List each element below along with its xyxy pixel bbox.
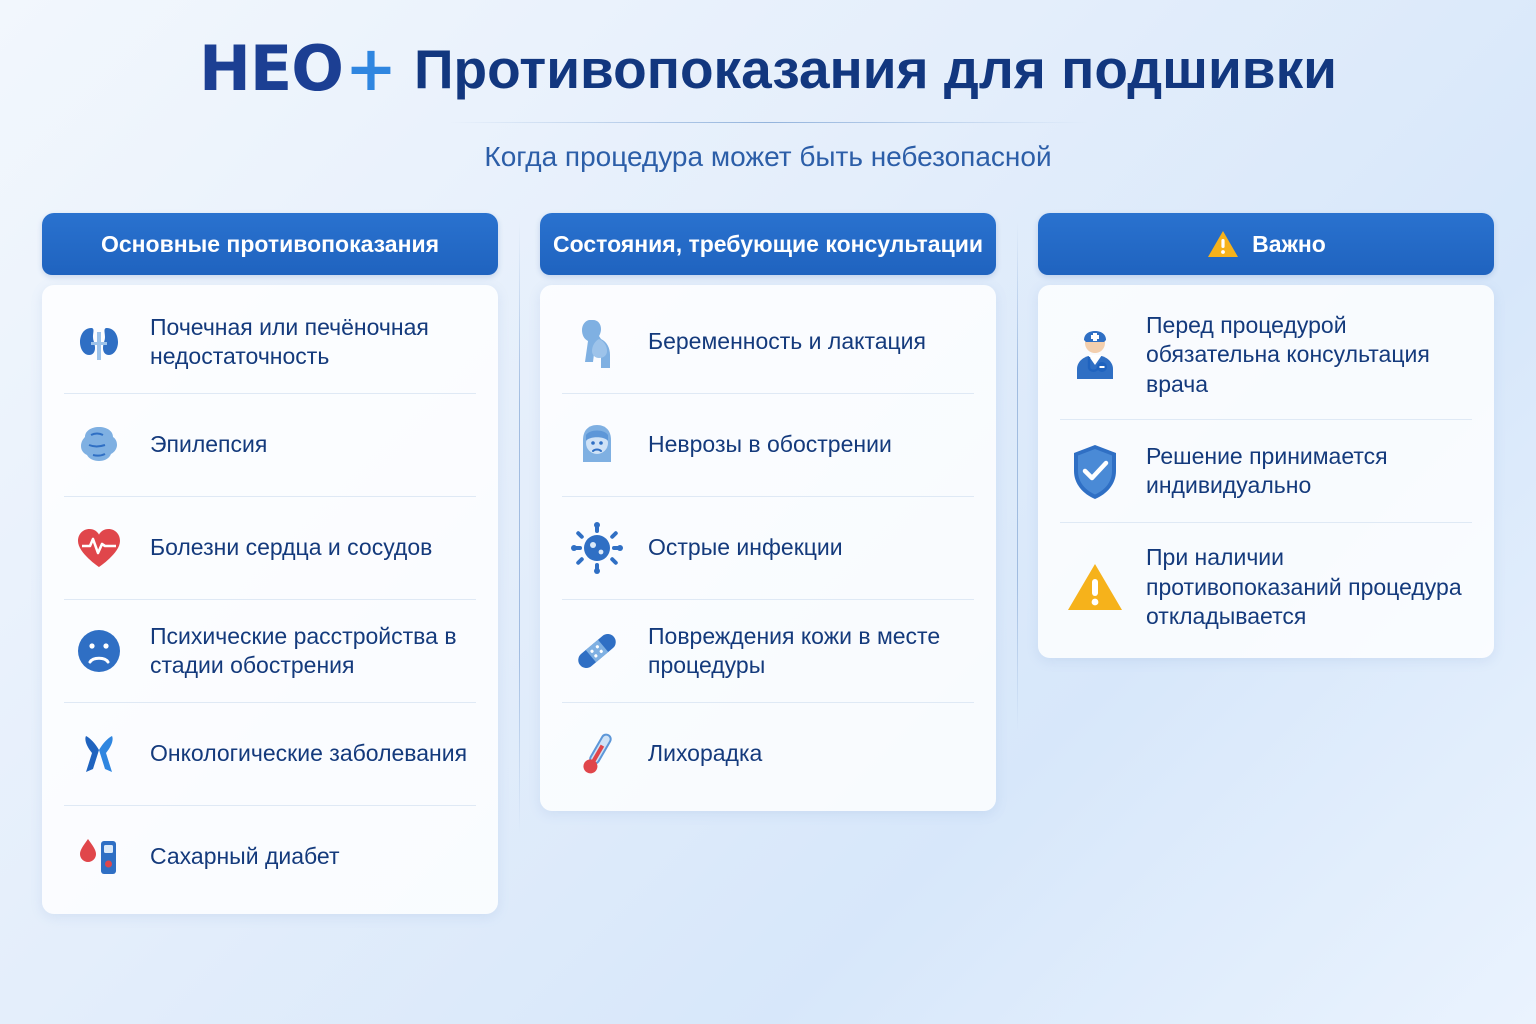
list-item [64, 600, 476, 703]
pregnant-woman-icon [566, 311, 628, 373]
columns-container [0, 173, 1536, 914]
list-item [64, 291, 476, 394]
thermometer-icon [566, 723, 628, 785]
list-item-label: Беременность и лактация [648, 328, 926, 355]
title-row [0, 32, 1536, 105]
list-item [64, 394, 476, 497]
list-item-label: Острые инфекции [648, 534, 843, 561]
column-body-important [1038, 285, 1494, 658]
list-item [562, 497, 974, 600]
bandage-icon [566, 620, 628, 682]
list-item [1060, 523, 1472, 651]
warning-triangle-icon [1206, 227, 1240, 261]
list-item-label: Психические расстройства в стадии обострения [150, 622, 457, 678]
awareness-ribbon-icon [68, 723, 130, 785]
list-item-label: Сахарный диабет [150, 843, 340, 870]
list-item [64, 703, 476, 806]
doctor-icon [1064, 324, 1126, 386]
list-item [562, 600, 974, 703]
list-item-label: Болезни сердца и сосудов [150, 534, 433, 561]
list-item-label: При наличии противопоказаний процедура откладывается [1146, 544, 1462, 630]
list-item-label: Повреждения кожи в месте процедуры [648, 622, 941, 678]
brain-icon [68, 414, 130, 476]
list-item-label: Решение принимается индивидуально [1146, 442, 1388, 499]
brand-logo [199, 32, 396, 105]
list-item [64, 806, 476, 908]
column-header-important [1038, 213, 1494, 275]
list-item-label: Онкологические заболевания [150, 740, 468, 767]
column-body-consultation [540, 285, 996, 811]
list-item-label: Лихорадка [648, 740, 763, 767]
column-body-main [42, 285, 498, 914]
list-item [562, 703, 974, 805]
header-divider [448, 122, 1088, 123]
list-item-label: Эпилепсия [150, 431, 268, 458]
brand-logo-text: HEO [199, 32, 343, 105]
page-header [0, 0, 1536, 173]
column-header-main [42, 213, 498, 275]
list-item [562, 394, 974, 497]
worried-woman-icon [566, 414, 628, 476]
column-title-main: Основные противопоказания [100, 230, 440, 257]
shield-check-icon [1064, 440, 1126, 502]
brand-logo-plus: + [344, 32, 396, 105]
column-title-consultation: Состояния, требующие консультации [552, 230, 983, 257]
list-item-label: Неврозы в обострении [648, 431, 892, 458]
column-title-important: Важно [1252, 230, 1326, 257]
warning-triangle-icon [1064, 556, 1126, 618]
list-item [1060, 420, 1472, 523]
kidneys-icon [68, 311, 130, 373]
column-main-contraindications [42, 213, 498, 914]
virus-icon [566, 517, 628, 579]
sad-face-icon [68, 620, 130, 682]
page-subtitle: Когда процедура может быть небезопасной [484, 141, 1052, 172]
heart-pulse-icon [68, 517, 130, 579]
list-item [64, 497, 476, 600]
page-title: Противопоказания для подшивки [413, 37, 1337, 100]
list-item-label: Почечная или печёночная недостаточность [150, 313, 429, 369]
list-item-label: Перед процедурой обязательна консультация врача [1146, 312, 1430, 397]
column-important [1038, 213, 1494, 658]
list-item [562, 291, 974, 394]
list-item [1060, 291, 1472, 420]
glucometer-blood-drop-icon [68, 826, 130, 888]
column-consultation-conditions [540, 213, 996, 811]
column-header-consultation [540, 213, 996, 275]
